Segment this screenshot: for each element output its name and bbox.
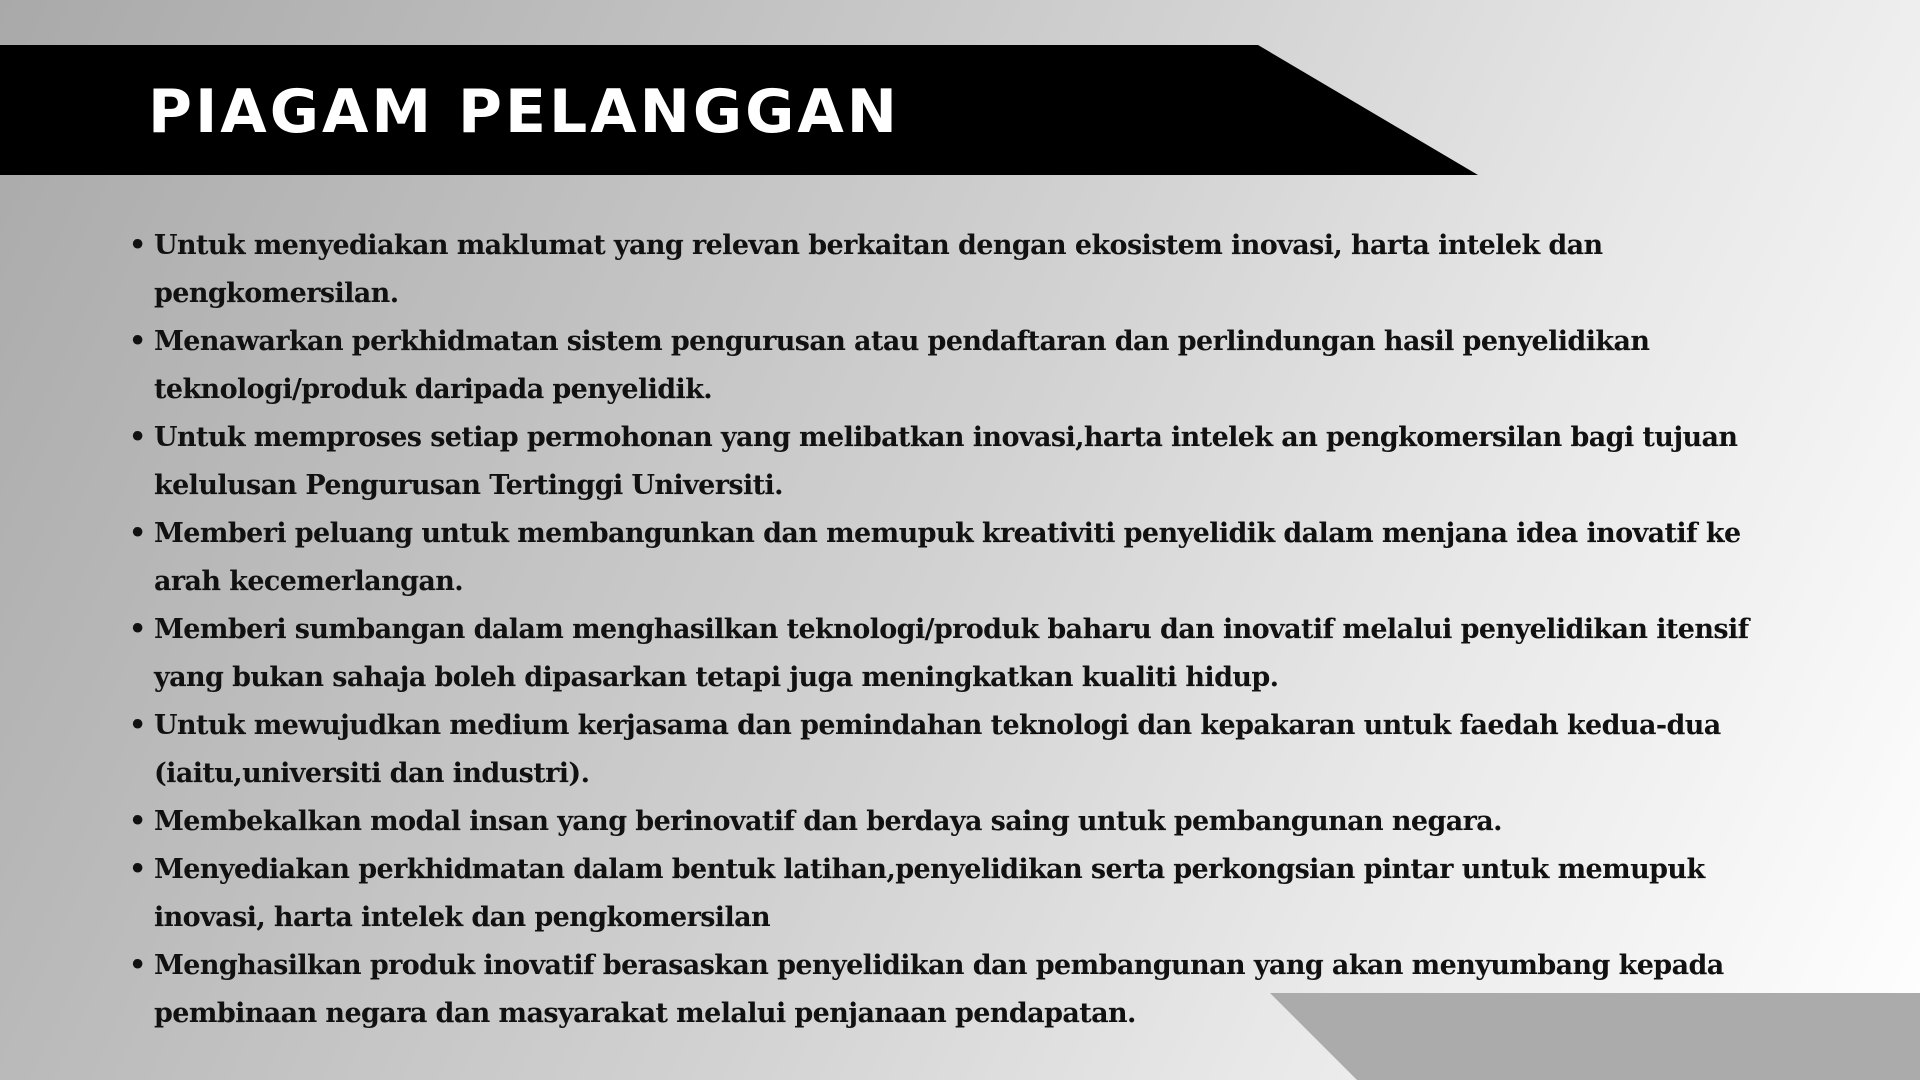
bullet-icon: • bbox=[129, 806, 146, 837]
list-item bbox=[129, 606, 1814, 702]
list-item-text: Menyediakan perkhidmatan dalam bentuk latihan,penyelidikan serta perkongsian pintar untuk memupuk inovasi, harta intelek dan pengkomersilan bbox=[154, 854, 1705, 933]
bullet-icon: • bbox=[129, 854, 146, 885]
list-item-text: Membekalkan modal insan yang berinovatif dan berdaya saing untuk pembangunan negara. bbox=[154, 806, 1502, 837]
list-item-text: Menghasilkan produk inovatif berasaskan penyelidikan dan pembangunan yang akan menyumbang kepada pembinaan negara dan masyarakat melalui penjanaan pendapatan. bbox=[154, 950, 1724, 1029]
charter-list bbox=[129, 222, 1814, 1038]
list-item-text: Memberi peluang untuk membangunkan dan memupuk kreativiti penyelidik dalam menjana idea inovatif ke arah kecemerlangan. bbox=[154, 518, 1741, 597]
page-title: PIAGAM PELANGGAN bbox=[148, 77, 901, 147]
bullet-icon: • bbox=[129, 422, 146, 453]
bullet-icon: • bbox=[129, 710, 146, 741]
bullet-icon: • bbox=[129, 950, 146, 981]
bullet-icon: • bbox=[129, 518, 146, 549]
list-item bbox=[129, 318, 1814, 414]
list-item bbox=[129, 222, 1814, 318]
bullet-icon: • bbox=[129, 230, 146, 261]
list-item-text: Menawarkan perkhidmatan sistem pengurusan atau pendaftaran dan perlindungan hasil penyelidikan teknologi/produk daripada penyelidik. bbox=[154, 326, 1650, 405]
list-item-text: Untuk memproses setiap permohonan yang melibatkan inovasi,harta intelek an pengkomersilan bagi tujuan kelulusan Pengurusan Tertinggi Universiti. bbox=[154, 422, 1738, 501]
list-item bbox=[129, 798, 1814, 846]
list-item-text: Memberi sumbangan dalam menghasilkan teknologi/produk baharu dan inovatif melalui penyelidikan itensif yang bukan sahaja boleh dipasarkan tetapi juga meningkatkan kualiti hidup. bbox=[154, 614, 1749, 693]
list-item bbox=[129, 942, 1814, 1038]
list-item-text: Untuk mewujudkan medium kerjasama dan pemindahan teknologi dan kepakaran untuk faedah kedua-dua (iaitu,universiti dan industri). bbox=[154, 710, 1721, 789]
list-item bbox=[129, 510, 1814, 606]
list-item bbox=[129, 846, 1814, 942]
bullet-icon: • bbox=[129, 614, 146, 645]
list-item bbox=[129, 414, 1814, 510]
bullet-icon: • bbox=[129, 326, 146, 357]
list-item bbox=[129, 702, 1814, 798]
list-item-text: Untuk menyediakan maklumat yang relevan berkaitan dengan ekosistem inovasi, harta intelek dan pengkomersilan. bbox=[154, 230, 1603, 309]
